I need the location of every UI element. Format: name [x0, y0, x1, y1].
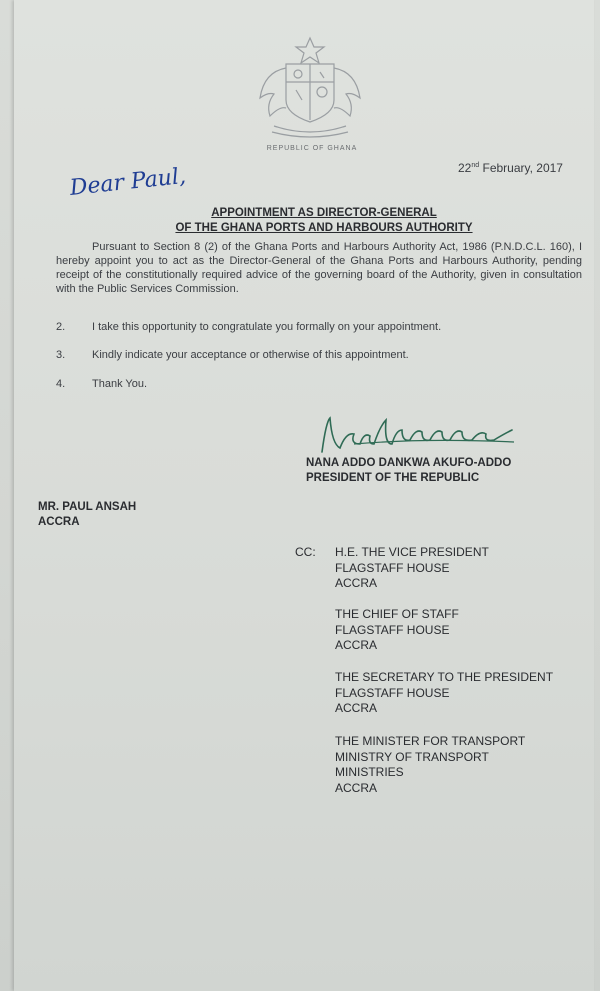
handwritten-salutation: Dear Paul, — [68, 163, 188, 201]
item-text: I take this opportunity to congratulate you formally on your appointment. — [92, 321, 442, 333]
date-rest: February, 2017 — [479, 161, 563, 175]
signatory-title: PRESIDENT OF THE REPUBLIC — [306, 472, 480, 484]
cc-line: ACCRA — [335, 576, 378, 590]
cc-line: MINISTRIES — [335, 765, 404, 779]
coat-of-arms-emblem — [246, 34, 374, 142]
body-paragraph-1: Pursuant to Section 8 (2) of the Ghana Ports and Harbours Authority Act, 1986 (P.N.D.C.L. 160), I hereby appoint you to act as the Director-General of the Ghana Ports and Harbours Authority, pending receipt of the constitutionally required advice of the governing board of the Authority, given in consultation with the Public Services Commission. — [56, 241, 582, 295]
body-item-4 — [56, 378, 147, 390]
cc-recipient-3 — [335, 670, 553, 717]
cc-label: CC: — [295, 545, 316, 559]
item-number: 2. — [56, 321, 66, 333]
addressee-city: ACCRA — [38, 516, 80, 528]
letter-subject — [174, 206, 474, 236]
cc-line: ACCRA — [335, 780, 378, 795]
cc-line: FLAGSTAFF HOUSE — [335, 560, 450, 575]
subject-line-2: OF THE GHANA PORTS AND HARBOURS AUTHORITY — [175, 222, 473, 234]
coat-of-arms-caption: REPUBLIC OF GHANA — [266, 145, 358, 152]
cc-line: THE MINISTER FOR TRANSPORT — [335, 734, 526, 748]
item-number: 3. — [56, 349, 66, 361]
cc-line: FLAGSTAFF HOUSE — [335, 622, 450, 637]
cc-recipient-4 — [335, 734, 525, 796]
date-day: 22 — [458, 161, 472, 175]
letter-date — [458, 161, 563, 175]
item-number: 4. — [56, 378, 66, 390]
signatory-name: NANA ADDO DANKWA AKUFO-ADDO — [306, 457, 512, 469]
cc-line: FLAGSTAFF HOUSE — [335, 685, 450, 700]
cc-line: THE SECRETARY TO THE PRESIDENT — [335, 670, 554, 684]
body-item-2 — [56, 321, 441, 333]
addressee-block — [38, 500, 136, 530]
handwritten-signature — [314, 412, 564, 460]
letter-page — [14, 0, 594, 991]
cc-recipient-2 — [335, 607, 459, 654]
body-item-3 — [56, 349, 409, 361]
cc-line: H.E. THE VICE PRESIDENT — [335, 545, 489, 559]
date-suffix: nd — [471, 162, 480, 169]
cc-line: MINISTRY OF TRANSPORT — [335, 749, 489, 764]
cc-recipient-1 — [335, 545, 489, 592]
item-text: Thank You. — [92, 378, 148, 390]
cc-line: ACCRA — [335, 638, 378, 652]
signatory-block — [306, 456, 511, 486]
cc-line: THE CHIEF OF STAFF — [335, 607, 459, 621]
item-text: Kindly indicate your acceptance or otherwise of this appointment. — [92, 349, 409, 361]
cc-line: ACCRA — [335, 701, 378, 715]
addressee-name: MR. PAUL ANSAH — [38, 501, 137, 513]
subject-line-1: APPOINTMENT AS DIRECTOR-GENERAL — [211, 207, 437, 219]
